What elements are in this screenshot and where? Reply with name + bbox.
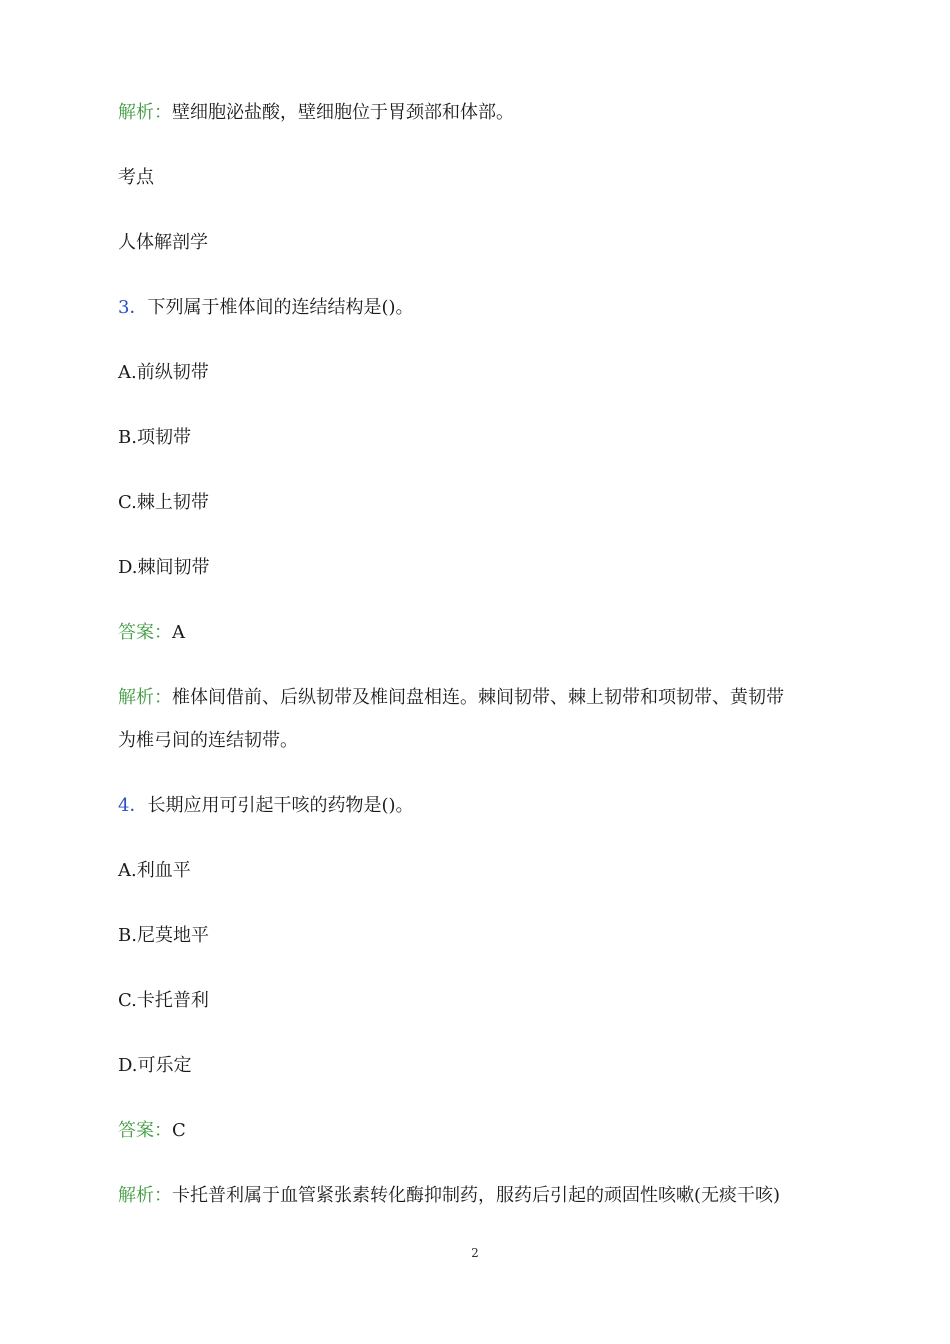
option-a: A.利血平: [118, 860, 191, 881]
question-number: 4．: [118, 795, 148, 816]
option-d: D.棘间韧带: [118, 557, 210, 578]
analysis-text: 卡托普利属于血管紧张素转化酶抑制药，服药后引起的顽固性咳嗽(无痰干咳): [172, 1185, 781, 1206]
option-c: C.卡托普利: [118, 990, 209, 1011]
question-text: 长期应用可引起干咳的药物是()。: [147, 795, 414, 816]
kaodian-value: 人体解剖学: [118, 232, 208, 253]
question-3-answer: [118, 621, 185, 645]
analysis-text: 椎体间借前、后纵韧带及椎间盘相连。棘间韧带、棘上韧带和项韧带、黄韧带: [172, 687, 784, 708]
analysis-text: 壁细胞泌盐酸，壁细胞位于胃颈部和体部。: [172, 102, 514, 123]
question-3-analysis-line1: [118, 686, 784, 710]
answer-label: 答案：: [118, 1120, 172, 1141]
option-d: D.可乐定: [118, 1055, 192, 1076]
option-b: B.尼莫地平: [118, 925, 209, 946]
question-number: 3．: [118, 297, 148, 318]
analysis-label: 解析：: [118, 1185, 172, 1206]
answer-value: C: [172, 1120, 186, 1141]
option-a: A.前纵韧带: [118, 362, 209, 383]
analysis-label: 解析：: [118, 687, 172, 708]
analysis-label: 解析：: [118, 102, 172, 123]
question-4-stem: [118, 794, 414, 818]
option-b: B.项韧带: [118, 427, 191, 448]
page-number: 2: [471, 1246, 479, 1260]
question-3-stem: [118, 296, 414, 320]
question-text: 下列属于椎体间的连结结构是()。: [147, 297, 414, 318]
answer-label: 答案：: [118, 622, 172, 643]
q2-analysis: [118, 101, 514, 125]
question-4-answer: [118, 1119, 186, 1143]
question-4-analysis-line1: [118, 1184, 780, 1208]
answer-value: A: [172, 622, 185, 643]
question-3-analysis-line2: 为椎弓间的连结韧带。: [118, 730, 298, 751]
kaodian-label: 考点: [118, 167, 154, 188]
option-c: C.棘上韧带: [118, 492, 209, 513]
